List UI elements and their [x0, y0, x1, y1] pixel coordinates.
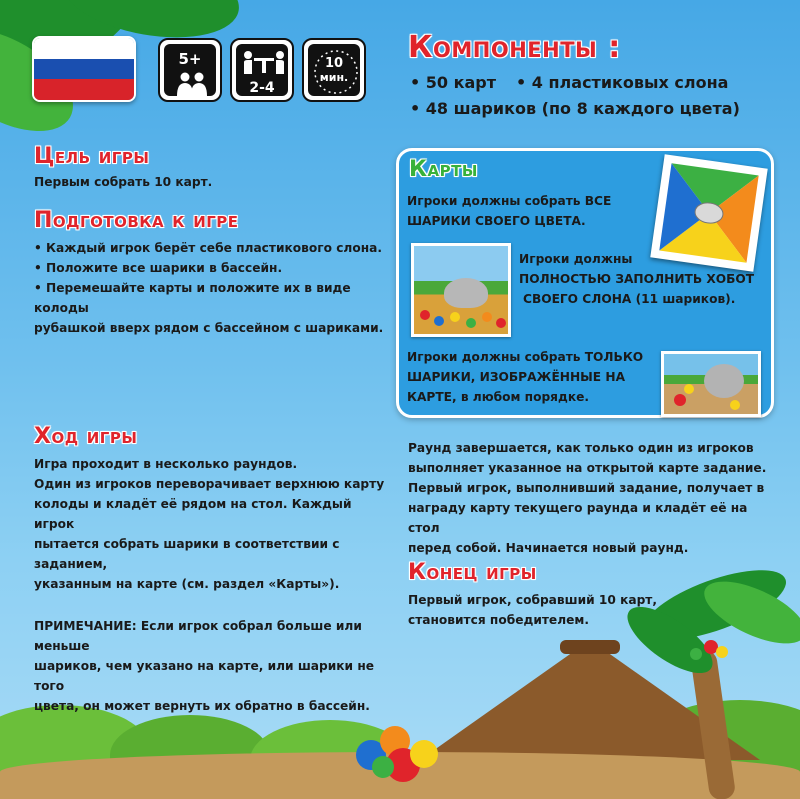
pool-ball	[420, 310, 430, 320]
players-people-icon	[176, 72, 208, 96]
card2-line: СВОЕГО СЛОНА (11 шариков).	[523, 292, 736, 306]
setup-list	[34, 238, 394, 338]
setup-line: • Положите все шарики в бассейн.	[34, 261, 283, 275]
card-ball	[674, 394, 686, 406]
card3-line: КАРТЕ, в любом порядке.	[407, 390, 590, 404]
round-line: выполняет указанное на открытой карте задание.	[408, 461, 767, 475]
round-line: Первый игрок, выполнивший задание, получает в	[408, 481, 765, 495]
pool-ball	[450, 312, 460, 322]
card-ball	[684, 384, 694, 394]
pool-ball	[482, 312, 492, 322]
ball-yellow-large	[410, 740, 438, 768]
age-label: 5+	[178, 50, 202, 68]
components-heading: Компоненты :	[408, 30, 621, 65]
components-item-cards: • 50 карт	[410, 73, 497, 92]
goal-heading: Цель игры	[34, 144, 150, 169]
round-line: Раунд завершается, как только один из игроков	[408, 441, 754, 455]
pool-ball	[496, 318, 506, 328]
end-heading: Конец игры	[408, 560, 537, 585]
card3-line: Игроки должны собрать ТОЛЬКО	[407, 350, 644, 364]
setup-heading: Подготовка к игре	[34, 208, 239, 233]
card-image-elephant	[661, 351, 761, 417]
players-badge	[230, 38, 294, 102]
card3-line: ШАРИКИ, ИЗОБРАЖЁННЫЕ НА	[407, 370, 626, 384]
cards-panel	[396, 148, 774, 418]
card-ball	[730, 400, 740, 410]
card-image-pool	[411, 243, 511, 337]
goal-text: Первым собрать 10 карт.	[34, 175, 213, 189]
cards-heading: Карты	[409, 157, 478, 182]
ball-green-large	[372, 756, 394, 778]
round-line: награду карту текущего раунда и кладёт её на стол	[408, 501, 748, 535]
card-description-3	[407, 347, 657, 407]
setup-line: рубашкой вверх рядом с бассейном с шариками.	[34, 321, 384, 335]
card-description-1	[407, 191, 647, 231]
age-badge	[158, 38, 222, 102]
components-item-balls: • 48 шариков (по 8 каждого цвета)	[410, 99, 740, 118]
setup-line: • Перемешайте карты и положите их в виде колоды	[34, 281, 351, 315]
card2-line: Игроки должны	[519, 252, 633, 266]
players-label: 2-4	[249, 80, 275, 96]
ball-green	[690, 648, 702, 660]
card1-line: Игроки должны собрать ВСЕ	[407, 194, 612, 208]
time-badge	[302, 38, 366, 102]
end-line: Первый игрок, собравший 10 карт,	[408, 593, 658, 607]
round-text	[408, 438, 778, 558]
play-line: Один из игроков переворачивает верхнюю карту	[34, 477, 385, 491]
elephant-icon	[444, 278, 488, 308]
play-line: колоды и кладёт её рядом на стол. Каждый игрок	[34, 497, 352, 531]
note-line: цвета, он может вернуть их обратно в бассейн.	[34, 699, 370, 713]
elephant-icon	[704, 364, 744, 398]
components-item-elephants: • 4 пластиковых слона	[516, 73, 729, 92]
play-text	[34, 454, 394, 594]
table-players-icon	[242, 50, 286, 76]
note-text	[34, 616, 394, 716]
mountain-peak	[560, 640, 620, 654]
pool-ball	[466, 318, 476, 328]
ball-yellow	[716, 646, 728, 658]
end-text	[408, 590, 708, 630]
setup-line: • Каждый игрок берёт себе пластикового слона.	[34, 241, 383, 255]
note-line: ПРИМЕЧАНИЕ: Если игрок собрал больше или меньше	[34, 619, 362, 653]
note-line: шариков, чем указано на карте, или шарики не того	[34, 659, 375, 693]
time-unit: мин.	[319, 71, 349, 84]
play-heading: Ход игры	[34, 424, 138, 449]
end-line: становится победителем.	[408, 613, 589, 627]
time-value: 10	[324, 56, 344, 71]
card2-line: ПОЛНОСТЬЮ ЗАПОЛНИТЬ ХОБОТ	[519, 272, 755, 286]
round-line: перед собой. Начинается новый раунд.	[408, 541, 689, 555]
play-line: пытается собрать шарики в соответствии с заданием,	[34, 537, 340, 571]
pool-ball	[434, 316, 444, 326]
russian-flag-icon	[32, 36, 136, 102]
card-description-2	[519, 249, 769, 309]
card1-line: ШАРИКИ СВОЕГО ЦВЕТА.	[407, 214, 586, 228]
play-line: указанным на карте (см. раздел «Карты»).	[34, 577, 340, 591]
play-line: Игра проходит в несколько раундов.	[34, 457, 298, 471]
